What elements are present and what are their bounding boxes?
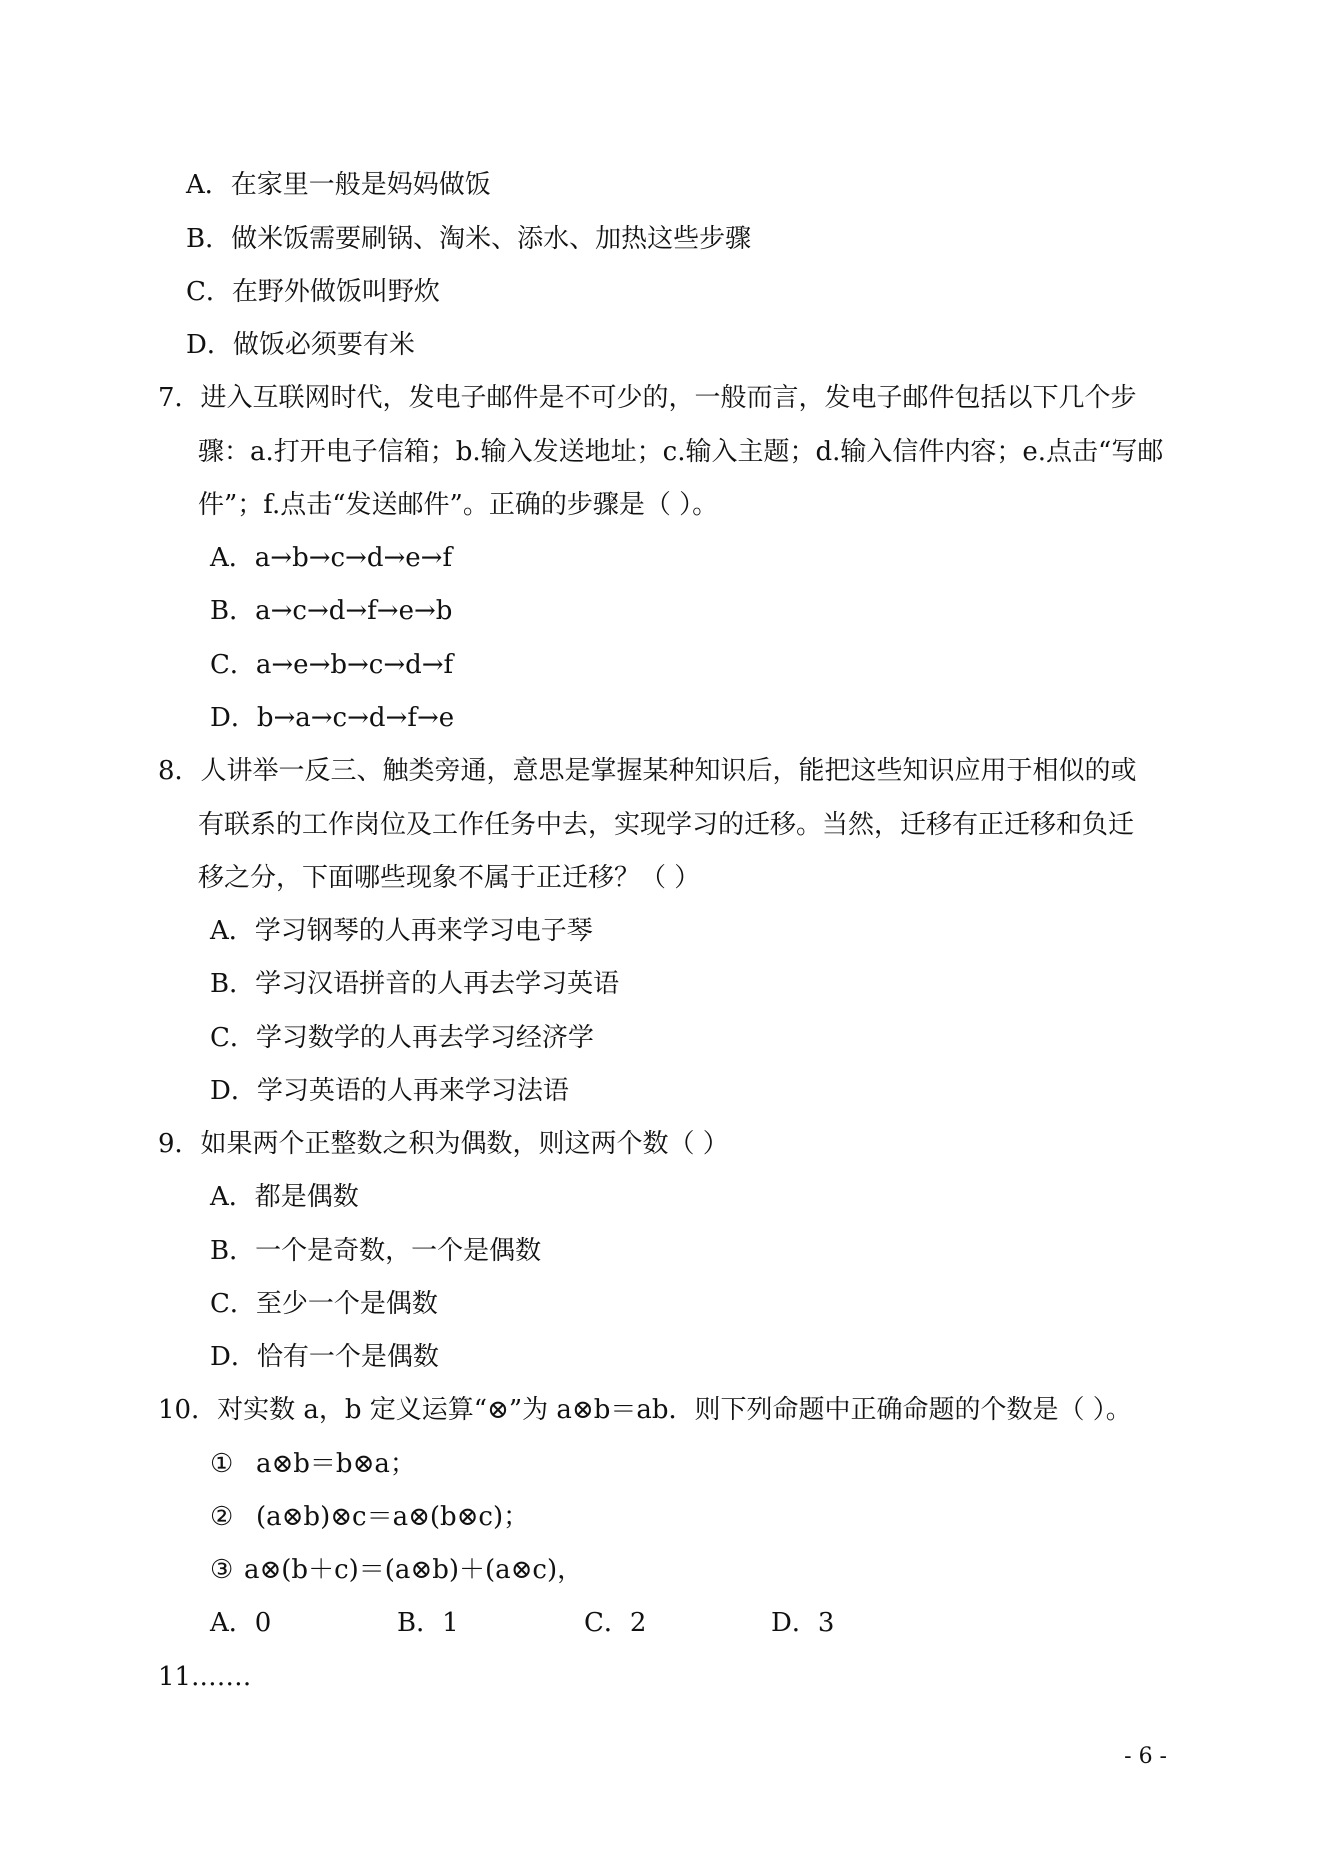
q6-option-a: A．在家里一般是妈妈做饭 (186, 170, 491, 200)
q9-text: 如果两个正整数之积为偶数，则这两个数（ ） (200, 1129, 729, 1159)
q7-option-b: B．a→c→d→f→e→b (210, 596, 453, 626)
q6-option-b: B．做米饭需要刷锅、淘米、添水、加热这些步骤 (186, 224, 752, 254)
q8-option-d: D．学习英语的人再来学习法语 (210, 1076, 569, 1106)
circled-number-1: ① (210, 1449, 234, 1479)
page-number: - 6 - (1124, 1744, 1167, 1769)
q7-stem-line-2: 骤：a.打开电子信箱；b.输入发送地址；c.输入主题；d.输入信件内容；e.点击“写邮 (198, 437, 1164, 467)
q8-stem-line-2: 有联系的工作岗位及工作任务中去，实现学习的迁移。当然，迁移有正迁移和负迁 (198, 810, 1135, 840)
q7-stem-line-3: 件”；f.点击“发送邮件”。正确的步骤是（ ）。 (198, 490, 719, 520)
q10-option-d: D．3 (771, 1608, 835, 1638)
q11-stem (158, 1659, 1168, 1695)
q9-number: 9． (158, 1129, 201, 1159)
q7-option-c: C．a→e→b→c→d→f (210, 650, 454, 680)
q6-option-c: C．在野外做饭叫野炊 (186, 277, 440, 307)
q10-text: 对实数 a，b 定义运算“⊗”为 a⊗b＝ab．则下列命题中正确命题的个数是（ ）。 (217, 1395, 1132, 1425)
q9-option-b: B．一个是奇数，一个是偶数 (210, 1236, 542, 1266)
q8-option-c: C．学习数学的人再去学习经济学 (210, 1023, 594, 1053)
q8-stem-line-3: 移之分，下面哪些现象不属于正迁移？（ ） (198, 863, 701, 893)
q9-option-d: D．恰有一个是偶数 (210, 1342, 439, 1372)
q10-number: 10． (158, 1395, 218, 1425)
q8-number: 8． (158, 756, 201, 786)
q9-stem (158, 1126, 1168, 1162)
q7-number: 7． (158, 383, 201, 413)
q7-option-a: A．a→b→c→d→e→f (210, 543, 453, 573)
q10-stem (158, 1392, 1168, 1428)
statement-text: (a⊗b)⊗c＝a⊗(b⊗c)； (256, 1502, 530, 1532)
circled-number-3: ③ (210, 1555, 234, 1585)
q10-statement-2 (210, 1499, 529, 1535)
q10-options-row (210, 1605, 1110, 1641)
q10-option-b: B．1 (397, 1608, 459, 1638)
q8-text: 人讲举一反三、触类旁通，意思是掌握某种知识后，能把这些知识应用于相似的或 (200, 756, 1137, 786)
q10-statement-3 (210, 1552, 583, 1588)
q10-statement-1 (210, 1446, 416, 1482)
statement-text: a⊗(b＋c)＝(a⊗b)＋(a⊗c)， (244, 1555, 584, 1585)
q11-text: …… (199, 1662, 252, 1692)
statement-text: a⊗b＝b⊗a； (256, 1449, 416, 1479)
q8-option-a: A．学习钢琴的人再来学习电子琴 (210, 916, 593, 946)
q10-option-c: C．2 (584, 1608, 647, 1638)
q7-text: 进入互联网时代，发电子邮件是不可少的，一般而言，发电子邮件包括以下几个步 (200, 383, 1137, 413)
q8-stem-line-1 (158, 753, 1168, 789)
q7-option-d: D．b→a→c→d→f→e (210, 703, 455, 733)
q9-option-c: C．至少一个是偶数 (210, 1289, 438, 1319)
q9-option-a: A．都是偶数 (210, 1182, 359, 1212)
circled-number-2: ② (210, 1502, 234, 1532)
q7-stem-line-1 (158, 380, 1168, 416)
q6-option-d: D．做饭必须要有米 (186, 330, 415, 360)
q10-option-a: A．0 (210, 1608, 272, 1638)
q8-option-b: B．学习汉语拼音的人再去学习英语 (210, 969, 620, 999)
q11-number: 11. (158, 1662, 200, 1692)
